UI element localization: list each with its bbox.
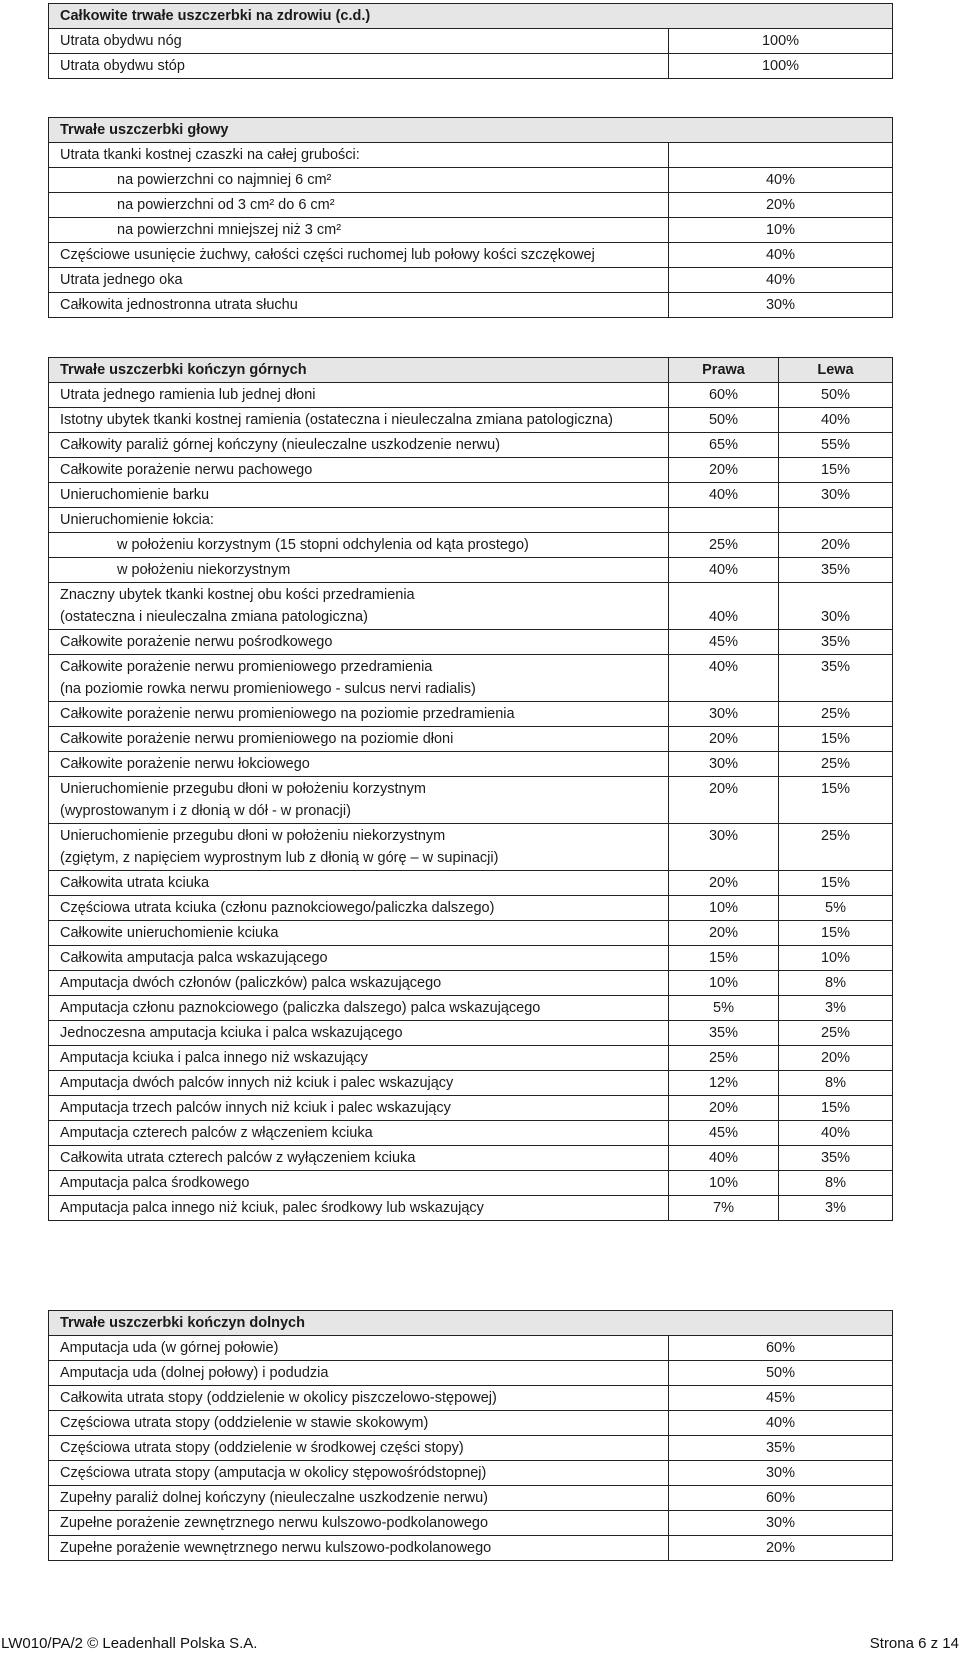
table-row	[49, 1196, 893, 1221]
row-value-left: 25%	[779, 824, 893, 871]
row-value-left: 35%	[779, 630, 893, 655]
row-value-left: 15%	[779, 458, 893, 483]
section-title: Całkowite trwałe uszczerbki na zdrowiu (c.d.)	[49, 4, 893, 29]
row-label-line: (na poziomie rowka nerwu promieniowego - sulcus nervi radialis)	[60, 681, 476, 697]
section-title: Trwałe uszczerbki kończyn górnych	[49, 358, 669, 383]
section-title: Trwałe uszczerbki kończyn dolnych	[49, 1311, 893, 1336]
row-label-line: Znaczny ubytek tkanki kostnej obu kości przedramienia	[60, 587, 415, 603]
row-label: Unieruchomienie łokcia:	[49, 508, 669, 533]
row-value-left: 40%	[779, 408, 893, 433]
row-value-right: 10%	[669, 896, 779, 921]
row-value-left: 40%	[779, 1121, 893, 1146]
table-row	[49, 1021, 893, 1046]
row-value-left: 30%	[779, 483, 893, 508]
row-label: Jednoczesna amputacja kciuka i palca wskazującego	[49, 1021, 669, 1046]
row-value: 30%	[669, 1511, 893, 1536]
row-value-left: 30%	[779, 583, 893, 630]
row-value-right: 20%	[669, 727, 779, 752]
row-value: 100%	[669, 54, 893, 79]
row-label-line: Unieruchomienie przegubu dłoni w położeniu korzystnym	[60, 781, 426, 797]
column-header-left: Lewa	[779, 358, 893, 383]
row-value-left: 5%	[779, 896, 893, 921]
section-title: Trwałe uszczerbki głowy	[49, 118, 893, 143]
row-label: Całkowite porażenie nerwu promieniowego na poziomie dłoni	[49, 727, 669, 752]
table-row	[49, 1386, 893, 1411]
table-upper-limb-injuries	[48, 357, 893, 1221]
row-value-right: 40%	[669, 483, 779, 508]
table-row	[49, 1411, 893, 1436]
row-value-right: 20%	[669, 921, 779, 946]
row-value-left: 8%	[779, 1171, 893, 1196]
row-label: Częściowa utrata kciuka (członu paznokciowego/paliczka dalszego)	[49, 896, 669, 921]
row-label: Amputacja palca środkowego	[49, 1171, 669, 1196]
document-id: LW010/PA/2 © Leadenhall Polska S.A.	[1, 1635, 258, 1652]
row-value-left: 3%	[779, 996, 893, 1021]
table-total-injuries	[48, 3, 893, 79]
row-label: Istotny ubytek tkanki kostnej ramienia (ostateczna i nieuleczalna zmiana patologiczna)	[49, 408, 669, 433]
row-label: Całkowite porażenie nerwu pachowego	[49, 458, 669, 483]
table-row	[49, 946, 893, 971]
table-row	[49, 268, 893, 293]
row-label-line: Unieruchomienie przegubu dłoni w położeniu niekorzystnym	[60, 828, 446, 844]
row-value-right: 40%	[669, 583, 779, 630]
row-label-line: Całkowite porażenie nerwu promieniowego przedramienia	[60, 659, 433, 675]
row-label: Całkowite porażenie nerwu pośrodkowego	[49, 630, 669, 655]
row-value-right: 5%	[669, 996, 779, 1021]
row-value-left: 10%	[779, 946, 893, 971]
table-row	[49, 29, 893, 54]
table-row	[49, 558, 893, 583]
row-value-right: 30%	[669, 824, 779, 871]
table-row	[49, 408, 893, 433]
row-label: Amputacja dwóch palców innych niż kciuk i palec wskazujący	[49, 1071, 669, 1096]
table-row	[49, 702, 893, 727]
row-value-left: 25%	[779, 1021, 893, 1046]
row-label: Częściowa utrata stopy (oddzielenie w środkowej części stopy)	[49, 1436, 669, 1461]
row-value-left: 15%	[779, 871, 893, 896]
row-label: Częściowa utrata stopy (oddzielenie w stawie skokowym)	[49, 1411, 669, 1436]
row-value-right: 20%	[669, 458, 779, 483]
row-value-left: 8%	[779, 1071, 893, 1096]
row-value-right: 45%	[669, 1121, 779, 1146]
row-value-right: 30%	[669, 752, 779, 777]
table-row	[49, 1436, 893, 1461]
page-number: Strona 6 z 14	[869, 1635, 959, 1652]
row-value-left: 25%	[779, 752, 893, 777]
table-row	[49, 824, 893, 871]
row-label: Amputacja palca innego niż kciuk, palec środkowy lub wskazujący	[49, 1196, 669, 1221]
row-label: Utrata obydwu stóp	[49, 54, 669, 79]
table-row	[49, 458, 893, 483]
row-value-left: 25%	[779, 702, 893, 727]
row-label	[49, 655, 669, 702]
page-footer	[0, 1635, 960, 1652]
row-value-right: 7%	[669, 1196, 779, 1221]
table-row	[49, 655, 893, 702]
row-label-line: (wyprostowanym i z dłonią w dół - w pronacji)	[60, 803, 351, 819]
row-label: Amputacja uda (dolnej połowy) i podudzia	[49, 1361, 669, 1386]
row-label: Utrata jednego ramienia lub jednej dłoni	[49, 383, 669, 408]
table-row	[49, 243, 893, 268]
row-label: Amputacja dwóch członów (paliczków) palca wskazującego	[49, 971, 669, 996]
row-label: Częściowa utrata stopy (amputacja w okolicy stępowośródstopnej)	[49, 1461, 669, 1486]
table-row	[49, 54, 893, 79]
table-row	[49, 921, 893, 946]
row-value: 40%	[669, 268, 893, 293]
row-value-right: 50%	[669, 408, 779, 433]
table-row	[49, 533, 893, 558]
table-row	[49, 193, 893, 218]
row-label: Całkowite porażenie nerwu promieniowego na poziomie przedramienia	[49, 702, 669, 727]
row-label: Częściowe usunięcie żuchwy, całości części ruchomej lub połowy kości szczękowej	[49, 243, 669, 268]
row-value-right: 12%	[669, 1071, 779, 1096]
table-row	[49, 752, 893, 777]
row-label: Całkowite unieruchomienie kciuka	[49, 921, 669, 946]
row-label: Utrata jednego oka	[49, 268, 669, 293]
table-row	[49, 1336, 893, 1361]
table-row	[49, 1171, 893, 1196]
row-value-right: 20%	[669, 1096, 779, 1121]
row-value-right: 20%	[669, 777, 779, 824]
table-row	[49, 583, 893, 630]
row-value-left: 15%	[779, 727, 893, 752]
table-row	[49, 1121, 893, 1146]
row-value-left: 8%	[779, 971, 893, 996]
row-label: Utrata obydwu nóg	[49, 29, 669, 54]
row-value-right: 40%	[669, 558, 779, 583]
table-row	[49, 433, 893, 458]
table-row	[49, 1071, 893, 1096]
row-value-left: 15%	[779, 921, 893, 946]
row-value: 40%	[669, 168, 893, 193]
table-row	[49, 1486, 893, 1511]
row-value: 35%	[669, 1436, 893, 1461]
row-value-right: 20%	[669, 871, 779, 896]
row-label: w położeniu niekorzystnym	[49, 558, 669, 583]
row-value: 40%	[669, 1411, 893, 1436]
table-row	[49, 1511, 893, 1536]
row-label: na powierzchni od 3 cm² do 6 cm²	[49, 193, 669, 218]
row-value-left: 55%	[779, 433, 893, 458]
table-row	[49, 996, 893, 1021]
row-label: Całkowita utrata stopy (oddzielenie w okolicy piszczelowo-stępowej)	[49, 1386, 669, 1411]
row-value-right: 35%	[669, 1021, 779, 1046]
table-row	[49, 1461, 893, 1486]
row-value-left: 35%	[779, 655, 893, 702]
row-value: 60%	[669, 1486, 893, 1511]
row-value: 60%	[669, 1336, 893, 1361]
row-value-right: 25%	[669, 1046, 779, 1071]
row-label: na powierzchni mniejszej niż 3 cm²	[49, 218, 669, 243]
row-value-left: 50%	[779, 383, 893, 408]
row-label: Całkowite porażenie nerwu łokciowego	[49, 752, 669, 777]
row-label: Amputacja członu paznokciowego (paliczka dalszego) palca wskazującego	[49, 996, 669, 1021]
row-label-line: (zgiętym, z napięciem wyprostnym lub z dłonią w górę – w supinacji)	[60, 850, 499, 866]
row-value-right: 30%	[669, 702, 779, 727]
table-row	[49, 218, 893, 243]
table-row	[49, 383, 893, 408]
row-label: Całkowita utrata czterech palców z wyłączeniem kciuka	[49, 1146, 669, 1171]
row-value-right: 40%	[669, 1146, 779, 1171]
table-row	[49, 896, 893, 921]
row-label: Amputacja trzech palców innych niż kciuk i palec wskazujący	[49, 1096, 669, 1121]
row-value: 40%	[669, 243, 893, 268]
row-value: 50%	[669, 1361, 893, 1386]
row-value-right: 60%	[669, 383, 779, 408]
table-lower-limb-injuries	[48, 1310, 893, 1561]
row-value-right: 40%	[669, 655, 779, 702]
row-label: Amputacja czterech palców z włączeniem kciuka	[49, 1121, 669, 1146]
row-value: 30%	[669, 293, 893, 318]
row-label: Całkowita jednostronna utrata słuchu	[49, 293, 669, 318]
row-value-right: 65%	[669, 433, 779, 458]
row-value: 10%	[669, 218, 893, 243]
table-head-injuries	[48, 117, 893, 318]
row-value-left: 35%	[779, 1146, 893, 1171]
row-label: Utrata tkanki kostnej czaszki na całej grubości:	[49, 143, 669, 168]
row-value: 100%	[669, 29, 893, 54]
row-label: Unieruchomienie barku	[49, 483, 669, 508]
row-label: Całkowita utrata kciuka	[49, 871, 669, 896]
table-row	[49, 1146, 893, 1171]
row-value-right: 10%	[669, 1171, 779, 1196]
row-label: Zupełne porażenie zewnętrznego nerwu kulszowo-podkolanowego	[49, 1511, 669, 1536]
row-label: Amputacja kciuka i palca innego niż wskazujący	[49, 1046, 669, 1071]
row-label: na powierzchni co najmniej 6 cm²	[49, 168, 669, 193]
row-label: Całkowity paraliż górnej kończyny (nieuleczalne uszkodzenie nerwu)	[49, 433, 669, 458]
row-value-left: 15%	[779, 777, 893, 824]
table-row	[49, 508, 893, 533]
row-label: Całkowita amputacja palca wskazującego	[49, 946, 669, 971]
row-label: Zupełny paraliż dolnej kończyny (nieuleczalne uszkodzenie nerwu)	[49, 1486, 669, 1511]
row-value-left: 20%	[779, 1046, 893, 1071]
table-row	[49, 168, 893, 193]
table-row	[49, 143, 893, 168]
row-label-line: (ostateczna i nieuleczalna zmiana patologiczna)	[60, 609, 368, 625]
row-value: 45%	[669, 1386, 893, 1411]
row-label	[49, 824, 669, 871]
table-row	[49, 1046, 893, 1071]
table-row	[49, 293, 893, 318]
row-value-right: 15%	[669, 946, 779, 971]
row-label	[49, 583, 669, 630]
row-value-right: 10%	[669, 971, 779, 996]
column-header-right: Prawa	[669, 358, 779, 383]
table-row	[49, 971, 893, 996]
row-value-left: 20%	[779, 533, 893, 558]
row-value: 20%	[669, 193, 893, 218]
row-label: w położeniu korzystnym (15 stopni odchylenia od kąta prostego)	[49, 533, 669, 558]
row-value-right: 45%	[669, 630, 779, 655]
row-value: 20%	[669, 1536, 893, 1561]
row-value-left: 15%	[779, 1096, 893, 1121]
table-row	[49, 777, 893, 824]
row-value-right: 25%	[669, 533, 779, 558]
table-row	[49, 871, 893, 896]
table-row	[49, 727, 893, 752]
table-row	[49, 630, 893, 655]
row-value-left: 3%	[779, 1196, 893, 1221]
table-row	[49, 1536, 893, 1561]
table-row	[49, 1096, 893, 1121]
table-row	[49, 483, 893, 508]
row-value-left: 35%	[779, 558, 893, 583]
row-value: 30%	[669, 1461, 893, 1486]
row-label: Amputacja uda (w górnej połowie)	[49, 1336, 669, 1361]
row-label	[49, 777, 669, 824]
table-row	[49, 1361, 893, 1386]
row-label: Zupełne porażenie wewnętrznego nerwu kulszowo-podkolanowego	[49, 1536, 669, 1561]
